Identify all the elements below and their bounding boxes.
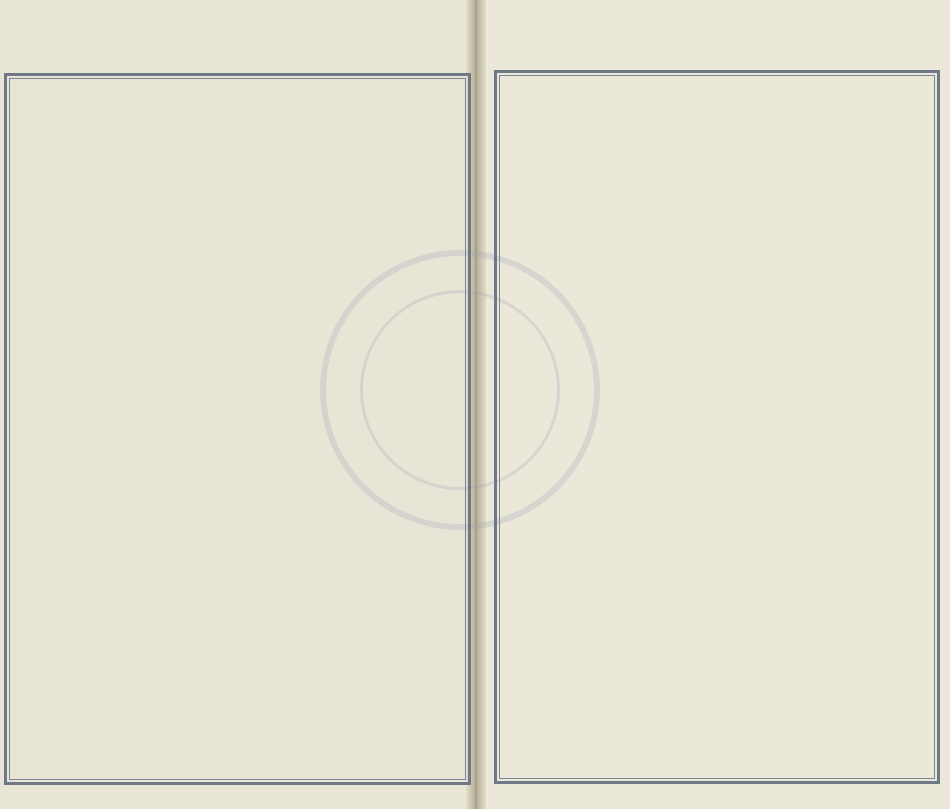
right-page-frame — [494, 70, 940, 784]
left-page-frame — [4, 73, 471, 785]
